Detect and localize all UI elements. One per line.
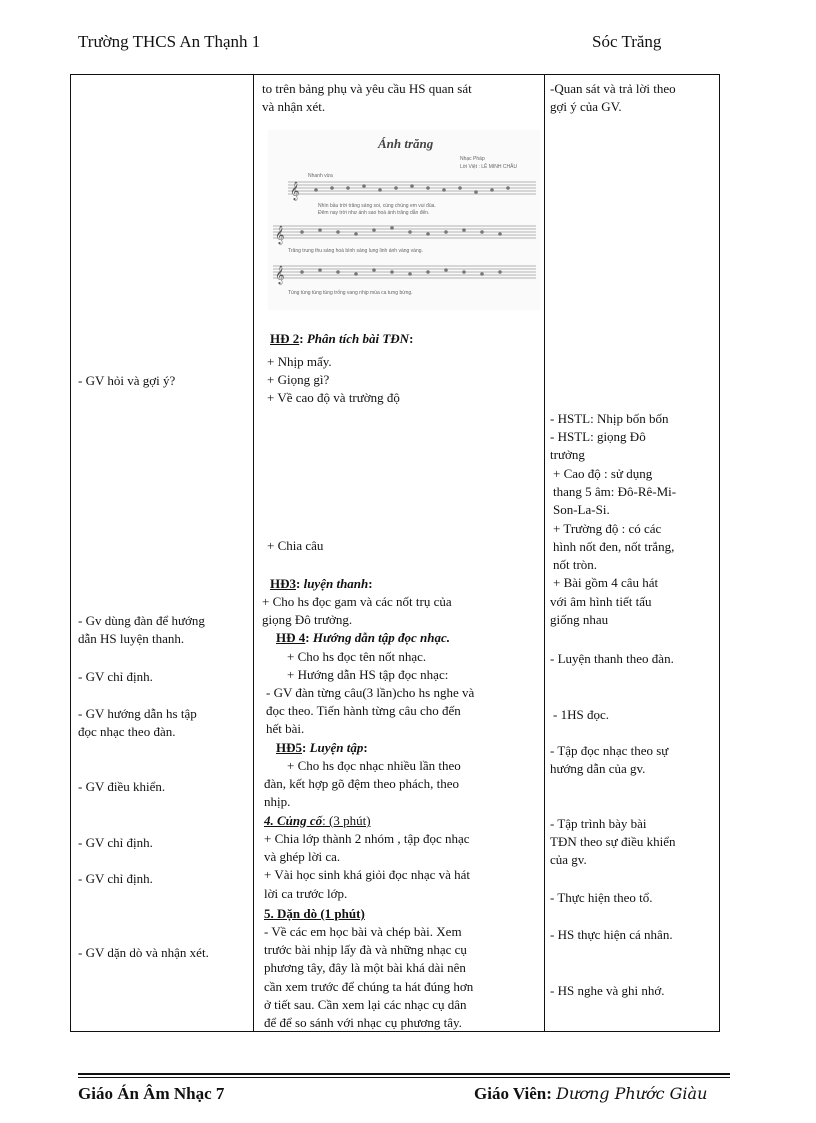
left-cell	[78, 834, 250, 852]
text-line: hình nốt đen, nốt trắng,	[553, 538, 675, 554]
hd5-number: HĐ5	[276, 740, 302, 755]
text-line: - Luyện thanh theo đàn.	[550, 651, 674, 666]
right-cell	[553, 465, 713, 592]
page-header	[78, 32, 738, 56]
cung-co-time: : (3 phút)	[322, 813, 371, 828]
text-line: + Nhịp mấy.	[267, 354, 332, 369]
right-cell	[550, 926, 712, 944]
right-cell	[550, 815, 712, 870]
hd5-body	[287, 757, 542, 775]
page-footer	[78, 1084, 730, 1110]
right-cell	[550, 593, 712, 629]
music-sheet-image	[268, 130, 540, 310]
text-line: và nhận xét.	[262, 99, 326, 115]
left-cell	[78, 372, 250, 390]
sheet-tempo: Nhanh vừa	[308, 173, 333, 179]
text-line: - HSTL: Nhịp bốn bốn	[550, 411, 669, 426]
text-line: gợi ý của GV.	[550, 99, 622, 115]
hd3-block: HĐ3: luyện thanh:	[270, 576, 373, 591]
text-line: để để so sánh với nhạc cụ phương tây.	[264, 1015, 462, 1031]
text-line: - GV chỉ định.	[78, 835, 153, 850]
text-line: - 1HS đọc.	[553, 707, 609, 722]
dan-do-heading	[264, 905, 542, 923]
middle-intro	[262, 80, 542, 116]
hd2-questions	[267, 353, 537, 408]
column-divider	[253, 75, 254, 1031]
province-name: Sóc Trăng	[592, 32, 662, 51]
left-cell	[78, 870, 250, 888]
text-line: - Tập trình bày bài	[550, 816, 647, 831]
text-line: - GV điều khiển.	[78, 779, 166, 794]
text-line: nốt tròn.	[553, 557, 598, 573]
hd4-body-2	[266, 684, 542, 739]
text-line: to trên bảng phụ và yêu cầu HS quan sát	[262, 81, 472, 96]
text-line: cần xem trước để chúng ta hát đúng hơn	[264, 978, 474, 994]
text-line: + Giọng gì?	[267, 372, 330, 388]
hd4-number: HĐ 4	[276, 630, 306, 645]
left-cell	[78, 705, 250, 741]
text-line: - HSTL: giọng Đô	[550, 429, 646, 445]
text-line: thang 5 âm: Đô-Rê-Mi-	[553, 484, 677, 500]
text-line: nhịp.	[264, 794, 291, 810]
text-line: + Cao độ : sử dụng	[553, 466, 653, 481]
left-cell	[78, 944, 250, 962]
left-cell	[78, 612, 250, 648]
subject-label: Giáo Án Âm Nhạc 7	[78, 1084, 225, 1103]
footer-divider	[78, 1077, 730, 1078]
hd2-title: Phân tích bài TĐN	[306, 331, 410, 346]
lyric-line: Trăng trung thu sáng hoà bình sáng lung linh ánh vàng vàng.	[288, 248, 423, 254]
hd4-title: Hướng dẫn tập đọc nhạc.	[312, 630, 451, 645]
text-line: -Quan sát và trả lời theo	[550, 81, 676, 96]
text-line: đọc theo. Tiến hành từng câu cho đến	[266, 703, 461, 719]
cung-co-title: 4. Củng cố	[264, 813, 323, 828]
text-line: - HS thực hiện cá nhân.	[550, 927, 673, 942]
school-name: Trường THCS An Thạnh 1	[78, 32, 261, 51]
hd2-number: HĐ 2	[270, 331, 300, 346]
text-line: - GV dặn dò và nhận xét.	[78, 945, 209, 960]
sheet-lyricist: Lời Việt : LÊ MINH CHÂU	[460, 164, 518, 170]
text-line: giống nhau	[550, 612, 609, 628]
text-line: - Tập đọc nhạc theo sự	[550, 743, 669, 758]
text-line: trưởng	[550, 447, 585, 463]
column-divider	[544, 75, 545, 1031]
text-line: - Thực hiện theo tổ.	[550, 890, 653, 905]
lyric-line: Tùng tùng tùng tùng trống vang nhịp múa ca tưng bừng.	[288, 290, 413, 296]
right-cell	[550, 80, 712, 116]
hd5-body-2	[264, 775, 542, 811]
hd5-heading: HĐ5: Luyện tập:	[276, 740, 368, 755]
text-line: đàn, kết hợp gõ đệm theo phách, theo	[264, 776, 459, 791]
teacher-info	[474, 1084, 707, 1104]
text-line: dẫn HS luyện thanh.	[78, 631, 185, 647]
text-line: phương tây, đây là một bài khá dài nên	[264, 960, 466, 976]
text-line: + Vài học sinh khá giỏi đọc nhạc và hát	[264, 867, 471, 883]
footer-divider	[78, 1073, 730, 1075]
lyric-line: Đêm nay trời như ánh sao hoà ánh trăng dẫn đến.	[318, 210, 430, 216]
hd3-number: HĐ3	[270, 576, 296, 591]
left-cell	[78, 668, 250, 686]
text-line: - HS nghe và ghi nhớ.	[550, 983, 665, 998]
text-line: trước bài nhịp lấy đà và những nhạc cụ	[264, 942, 467, 958]
hd4-heading: HĐ 4: Hướng dẫn tập đọc nhạc.	[276, 630, 451, 645]
right-cell	[550, 410, 712, 465]
text-line: - Gv dùng đàn để hướng	[78, 613, 205, 628]
text-line: + Cho hs đọc nhạc nhiều lần theo	[287, 758, 461, 773]
text-line: + Chia câu	[267, 538, 324, 553]
text-line: - GV hướng dẫn hs tập	[78, 706, 197, 721]
text-line: - GV chỉ định.	[78, 669, 153, 684]
teacher-label: Giáo Viên:	[474, 1084, 552, 1103]
text-line: + Cho hs đọc gam và các nốt trụ của	[262, 594, 452, 609]
text-line: hết bài.	[266, 721, 305, 737]
text-line: và ghép lời ca.	[264, 849, 341, 865]
text-line: giọng Đô trưởng.	[262, 612, 353, 628]
text-line: + Cho hs đọc tên nốt nhạc.	[287, 649, 427, 664]
text-line: - GV chỉ định.	[78, 871, 153, 886]
text-line: + Về cao độ và trường độ	[267, 390, 400, 406]
hd2-heading: HĐ 2: Phân tích bài TĐN:	[270, 331, 414, 346]
treble-clef-icon: 𝄞	[275, 225, 285, 244]
text-line: Son-La-Si.	[553, 502, 610, 518]
hd3-title: luyện thanh	[303, 576, 369, 591]
hd4-body	[287, 648, 542, 684]
treble-clef-icon: 𝄞	[290, 181, 300, 200]
text-line: TĐN theo sự điều khiển	[550, 834, 676, 850]
chia-cau	[267, 537, 537, 555]
right-cell	[550, 742, 712, 778]
lyric-line: Nhìn bầu trời trăng sáng soi, cùng chúng em vui đùa.	[318, 203, 436, 209]
treble-clef-icon: 𝄞	[275, 265, 285, 284]
text-line: với âm hình tiết tấu	[550, 594, 652, 609]
teacher-name: Dương Phước Giàu	[556, 1084, 708, 1103]
sheet-composer: Nhạc Pháp	[460, 156, 485, 162]
sheet-title: Ánh trăng	[378, 136, 434, 151]
dan-do-title: 5. Dặn dò (1 phút)	[264, 906, 365, 921]
right-cell	[550, 889, 712, 907]
text-line: - GV đàn từng câu(3 lần)cho hs nghe và	[266, 685, 475, 700]
dan-do-body	[264, 923, 536, 1032]
text-line: ở tiết sau. Cần xem lại các nhạc cụ dân	[264, 996, 467, 1012]
right-cell	[550, 650, 712, 668]
text-line: - Về các em học bài và chép bài. Xem	[264, 924, 462, 939]
right-cell	[553, 706, 713, 724]
text-line: hướng dẫn của gv.	[550, 761, 646, 777]
hd3-body	[262, 593, 542, 629]
cung-co-body	[264, 830, 542, 903]
text-line: - GV hỏi và gợi ý?	[78, 373, 176, 388]
text-line: + Bài gồm 4 câu hát	[553, 575, 659, 591]
text-line: lời ca trước lớp.	[264, 885, 348, 901]
text-line: + Hướng dẫn HS tập đọc nhạc:	[287, 667, 449, 683]
text-line: đọc nhạc theo đàn.	[78, 724, 176, 740]
text-line: + Chia lớp thành 2 nhóm , tập đọc nhạc	[264, 831, 470, 846]
text-line: + Trường độ : có các	[553, 520, 662, 536]
cung-co-heading	[264, 812, 542, 830]
text-line: của gv.	[550, 852, 587, 868]
hd5-title: Luyện tập	[309, 740, 364, 755]
left-cell	[78, 778, 250, 796]
right-cell	[550, 982, 712, 1000]
